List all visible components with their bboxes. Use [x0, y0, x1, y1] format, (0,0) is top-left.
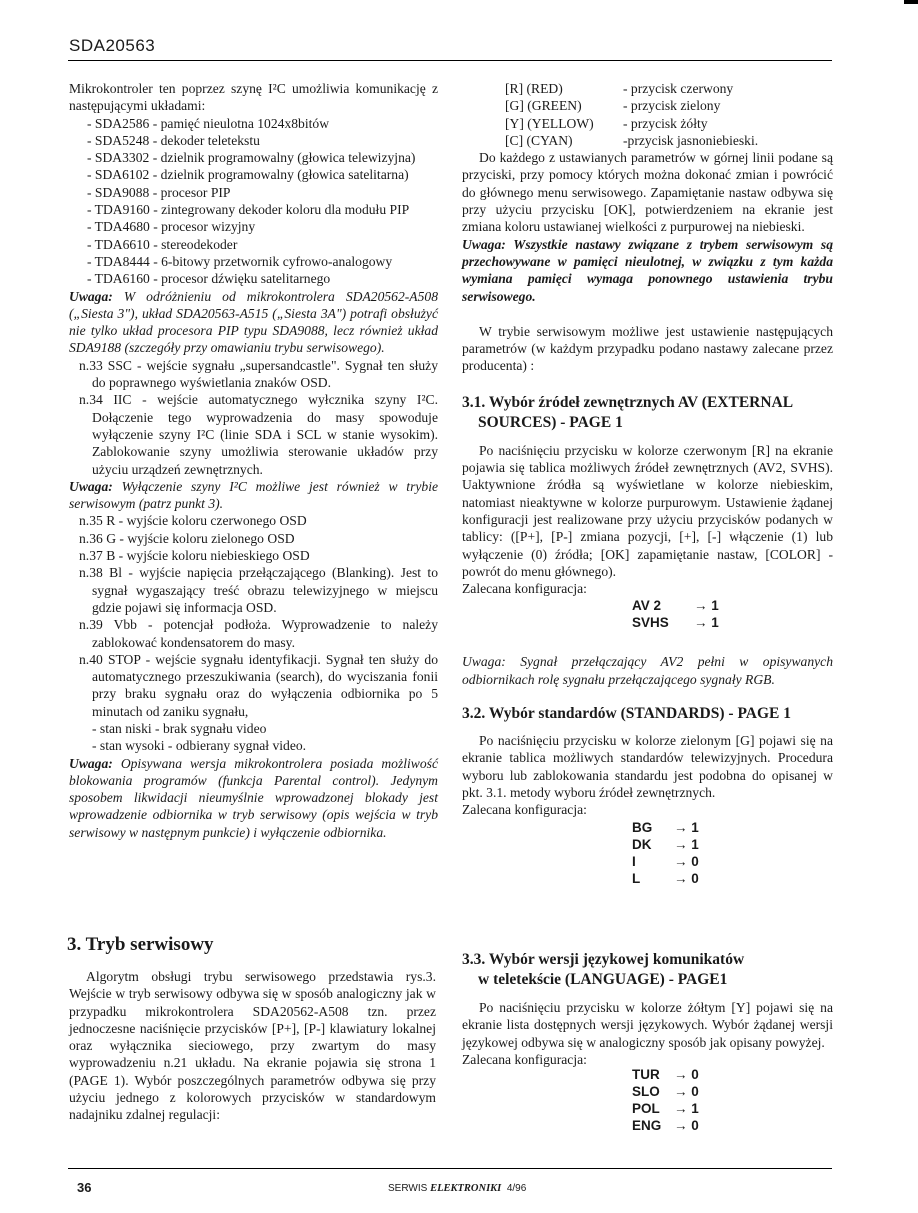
config-value: → 1	[674, 819, 699, 835]
list-item: - SDA3302 - dzielnik programowalny (głowica telewizyjna)	[87, 150, 416, 166]
note-label: Uwaga:	[69, 755, 113, 771]
note-text: W odróżnieniu od mikrokontrolera SDA20562-A508 („Siesta 3"), układ SDA20563-A515 („Siesta 3A") potrafi obsłużyć nie tylko układ procesora PIP typu SDA9088, lecz również układ SDA9188 (szczegóły przy omawianiu trybu serwisowego).	[69, 288, 438, 356]
journal-issue: 4/96	[506, 1183, 527, 1194]
page-number: 36	[77, 1180, 92, 1195]
list-item: - TDA9160 - zintegrowany dekoder koloru dla modułu PIP	[87, 202, 410, 218]
color-key: [G] (GREEN)	[505, 98, 582, 114]
color-desc: -przycisk jasnoniebieski.	[623, 132, 759, 148]
pin-description: n.38 Bl - wyjście napięcia przełączającego (Blanking). Jest to sygnał wygaszający treść obrazu telewizyjnego w miejscu gdzie pojawi się informacja OSD.	[79, 565, 438, 615]
right-column-bottom	[462, 950, 833, 1134]
color-key-row	[505, 115, 833, 132]
config-table	[462, 819, 833, 887]
config-value: → 1	[674, 1101, 699, 1117]
footer-journal	[388, 1183, 526, 1194]
color-key-row	[505, 132, 833, 149]
recommended-config-label: Zalecana konfiguracja:	[462, 1051, 587, 1067]
note-paragraph: Uwaga: Sygnał przełączający AV2 pełni w opisywanych odbiornikach rolę sygnału przełączającego sygnały RGB.	[462, 654, 833, 687]
chip-list	[69, 115, 438, 288]
section-3-3-body: Po naciśnięciu przycisku w kolorze żółtym [Y] pojawi się na ekranie lista dostępnych wersji językowych. Wybór żądanej wersji językowej odbywa się w analogiczny sposób jak opisany powyżej.	[462, 1000, 833, 1050]
recommended-config-label: Zalecana konfiguracja:	[462, 581, 587, 597]
section-3-title: 3. Tryb serwisowy	[67, 934, 214, 955]
config-name: SLO	[632, 1084, 660, 1100]
config-row	[632, 836, 833, 853]
note-paragraph: Uwaga: Wszystkie nastawy związane z trybem serwisowym są przechowywane w pamięci nieulotnej, w związku z tym każda wymiana pamięci wymaga ponownego ustawienia trybu serwisowego.	[462, 236, 833, 304]
config-value: → 0	[674, 853, 699, 869]
config-row	[632, 870, 833, 887]
left-column	[69, 80, 438, 841]
config-row	[632, 1100, 833, 1117]
recommended-config-label: Zalecana konfiguracja:	[462, 802, 587, 818]
config-value: → 0	[674, 1084, 699, 1100]
config-value: → 1	[694, 615, 719, 631]
pin-description: n.40 STOP - wejście sygnału identyfikacji. Sygnał ten służy do automatycznego przeszukiwania (search), do wyciszania fonii przy braku sygnału oraz do wyłączenia odbiornika po 5 minutach od zaniku sygnału,	[79, 651, 438, 719]
list-item: - TDA8444 - 6-bitowy przetwornik cyfrowo-analogowy	[87, 253, 393, 269]
pin-state: - stan niski - brak sygnału video	[92, 720, 267, 736]
config-row	[632, 1083, 833, 1100]
list-item: - SDA2586 - pamięć nieulotna 1024x8bitów	[87, 115, 330, 131]
config-name: SVHS	[632, 615, 669, 631]
note-text: Wyłączenie szyny I²C możliwe jest również w trybie serwisowym (patrz punkt 3).	[69, 478, 439, 512]
pin-description: n.33 SSC - wejście sygnału „supersandcastle". Sygnał ten służy do poprawnego wyświetlania znaków OSD.	[79, 357, 438, 391]
section-3-2-body: Po naciśnięciu przycisku w kolorze zielonym [G] pojawi się na ekranie tablica możliwych standardów telewizyjnych. Procedura wyboru lub zablokowania standardu jest podobna do opisanej w pkt. 3.1. metody wyboru źródeł zewnętrznych.	[462, 733, 833, 800]
footer-rule	[68, 1168, 832, 1169]
config-value: → 0	[674, 870, 699, 886]
header-rule	[68, 60, 832, 61]
note-label: Uwaga:	[69, 288, 113, 304]
title-line: 3.3. Wybór wersji językowej komunikatów	[462, 951, 745, 968]
title-line: SOURCES) - PAGE 1	[478, 413, 623, 431]
config-name: ENG	[632, 1118, 662, 1134]
config-name: L	[632, 870, 641, 886]
journal-prefix: SERWIS	[388, 1183, 428, 1194]
list-item: - SDA9088 - procesor PIP	[87, 184, 231, 200]
pin-description: n.36 G - wyjście koloru zielonego OSD	[79, 530, 295, 546]
section-3-3-title	[462, 950, 833, 990]
note-paragraph	[69, 755, 438, 841]
right-column	[462, 80, 833, 887]
parameters-intro: W trybie serwisowym możliwe jest ustawienie następujących parametrów (w każdym przypadku podano nastawy zalecane przez producenta) :	[462, 323, 833, 374]
pin-description: n.39 Vbb - potencjał podłoża. Wyprowadzenie to należy zablokować kondensatorem do masy.	[79, 617, 438, 650]
title-line: 3.1. Wybór źródeł zewnętrznych AV (EXTERNAL	[462, 393, 794, 411]
page-header-title: SDA20563	[69, 36, 156, 55]
config-value: → 0	[674, 1118, 699, 1134]
section-3-2-title: 3.2. Wybór standardów (STANDARDS) - PAGE 1	[462, 705, 791, 723]
note-paragraph	[69, 288, 438, 357]
config-row	[632, 853, 833, 870]
list-item: - TDA4680 - procesor wizyjny	[87, 219, 256, 235]
config-row	[632, 597, 833, 614]
list-item: - SDA5248 - dekoder teletekstu	[87, 132, 260, 148]
config-value: → 1	[694, 598, 719, 614]
color-button-list	[462, 80, 833, 149]
config-name: POL	[632, 1101, 660, 1117]
list-item: - TDA6160 - procesor dźwięku satelitarnego	[87, 271, 331, 287]
config-row	[632, 1066, 833, 1083]
config-name: TUR	[632, 1067, 660, 1083]
color-key: [Y] (YELLOW)	[505, 115, 594, 131]
pin-description: n.34 IIC - wejście automatycznego wyłcznika szyny I²C. Dołączenie tego wyprowadzenia do masy spowoduje wyłączenie szyny I²C (linie SDA i SCL w stanie wysokim). Zablokowanie szyny umożliwia sterowanie układów przy użyciu urządzeń zewnętrznych.	[79, 392, 438, 477]
pin-description: n.37 B - wyjście koloru niebieskiego OSD	[79, 548, 310, 564]
color-desc: - przycisk zielony	[623, 98, 721, 114]
journal-name: ELEKTRONIKI	[430, 1183, 502, 1194]
pin-description: n.35 R - wyjście koloru czerwonego OSD	[79, 513, 307, 529]
config-row	[632, 1117, 833, 1134]
intro-paragraph: Mikrokontroler ten poprzez szynę I²C umożliwia komunikację z następującymi układami:	[69, 81, 438, 114]
color-key: [R] (RED)	[505, 81, 563, 96]
section-3-body-block	[69, 968, 436, 1124]
corner-mark	[904, 0, 918, 4]
config-row	[632, 819, 833, 836]
color-key-row	[505, 80, 833, 97]
color-desc: - przycisk czerwony	[623, 81, 734, 96]
color-desc: - przycisk żółty	[623, 115, 708, 131]
config-name: BG	[632, 819, 653, 835]
title-line: w teletekście (LANGUAGE) - PAGE1	[478, 971, 728, 988]
list-item: - TDA6610 - stereodekoder	[87, 236, 238, 252]
section-3-1-title	[462, 393, 833, 433]
section-3-body: Algorytm obsługi trybu serwisowego przedstawia rys.3. Wejście w tryb serwisowy odbywa się w sposób analogiczny jak w przypadku mikrokontrolera SDA20562-A508 tzn. przez jednoczesne naciśnięcie przycisków [P+], [P-] klawiatury lokalnej oraz wyłącznika sieciowego, przy zwartym do masy wyprowadzeniu n.21 układu. Na ekranie pojawia się strona 1 (PAGE 1). Wybór poszczególnych parametrów odbywa się przy użyciu jednego z kolorowych przycisków w standardowym nadajniku zdalnej regulacji:	[69, 969, 436, 1123]
config-name: I	[632, 853, 636, 869]
note-label: Uwaga:	[69, 478, 113, 494]
section-3-1-body: Po naciśnięciu przycisku w kolorze czerwonym [R] na ekranie pojawia się tablica możliwych źródeł zewnętrznych (AV2, SVHS). Uaktywnione źródła są wyświetlane w kolorze niebieskim, natomiast nieaktywne w kolorze purpurowym. Ustawienie żądanej konfiguracji jest realizowane przy użyciu przycisków podanych w tablicy: ([P+], [P-] zmiana pozycji, [+], [-] włączenie (1) lub wyłączenie (0) źródła; [OK] zapamiętanie nastaw, [COLOR] - powrót do menu głównego).	[462, 442, 833, 579]
config-value: → 0	[674, 1067, 699, 1083]
color-key: [C] (CYAN)	[505, 132, 573, 148]
note-text: Opisywana wersja mikrokontrolera posiada możliwość blokowania programów (funkcja Parental control). Jedynym sposobem likwidacji nieumyślnie wprowadzonej blokady jest wprowadzenie odbiornika w tryb serwisowy (opis wejścia w tryb serwisowy w następnym punkcie) i wyłączenie odbiornika.	[69, 755, 438, 840]
pin-state: - stan wysoki - odbierany sygnał video.	[92, 738, 307, 754]
config-name: DK	[632, 836, 652, 852]
config-table	[462, 1066, 833, 1134]
config-name: AV 2	[632, 598, 662, 614]
config-row	[632, 614, 833, 631]
note-paragraph	[69, 478, 438, 513]
config-table	[462, 597, 833, 631]
config-value: → 1	[674, 836, 699, 852]
list-item: - SDA6102 - dzielnik programowalny (głowica satelitarna)	[87, 167, 409, 183]
settings-paragraph: Do każdego z ustawianych parametrów w górnej linii podane są przyciski, przy pomocy których można dokonać zmian i powrócić do głównego menu serwisowego. Zapamiętanie nastaw odbywa się przy użyciu przycisku [OK], potwierdzeniem na ekranie jest zmiana koloru ustawianej wielkości z purpurowej na niebieski.	[462, 150, 833, 235]
color-key-row	[505, 97, 833, 114]
